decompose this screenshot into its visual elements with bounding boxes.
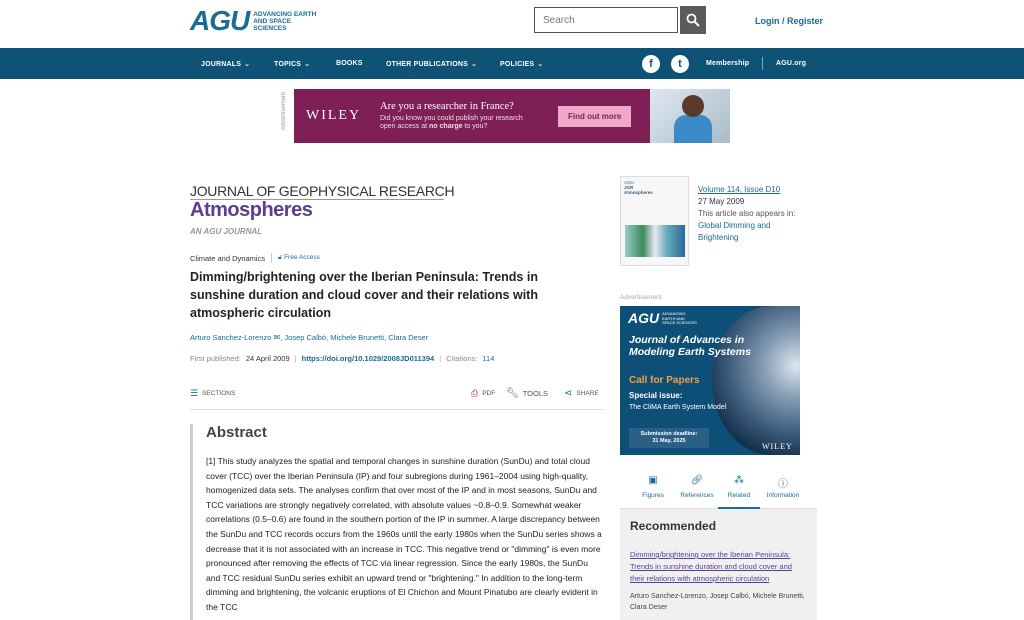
- side-ad-wiley-logo: WILEY: [762, 442, 793, 451]
- journal-title-line2[interactable]: Atmospheres: [190, 199, 313, 221]
- earth-image: [712, 306, 800, 455]
- pdf-icon: ⎙: [471, 388, 479, 398]
- nav-journals-label: JOURNALS: [201, 60, 242, 68]
- wiley-logo: WILEY: [306, 108, 362, 123]
- share-button[interactable]: [564, 388, 599, 399]
- nav-divider: [762, 57, 763, 70]
- nav-topics-label: TOPICS: [274, 60, 302, 68]
- side-ad-agu-tagline: ADVANCING EARTH AND SPACE SCIENCES: [662, 311, 697, 325]
- ad-subtext-post: to you?: [462, 123, 488, 130]
- collection-link[interactable]: Global Dimming and Brightening: [698, 221, 771, 242]
- find-out-more-button[interactable]: Find out more: [558, 106, 631, 127]
- meta-divider: |: [439, 354, 442, 363]
- recommended-article-link[interactable]: Dimming/brightening over the Iberian Peninsula: Trends in sunshine duration and cloud cover and their relations with atmospheric circulation: [630, 550, 792, 583]
- volume-number: 114: [726, 185, 740, 194]
- issue-info: [698, 184, 795, 244]
- tab-information[interactable]: [760, 467, 806, 509]
- author-link[interactable]: Arturo Sanchez-Lorenzo: [190, 333, 272, 342]
- abstract-heading: Abstract: [206, 424, 267, 441]
- journal-subtitle: AN AGU JOURNAL: [190, 227, 263, 236]
- deadline-label: Submission deadline:: [640, 431, 698, 437]
- tab-related-label: Related: [727, 492, 751, 499]
- share-label: SHARE: [576, 390, 599, 397]
- journal-title-line1[interactable]: JOURNAL OF GEOPHYSICAL RESEARCH: [190, 183, 455, 199]
- tools-label: TOOLS: [522, 389, 548, 398]
- ad-headline: Are you a researcher in France?: [380, 100, 514, 112]
- ad-subtext: [380, 115, 556, 132]
- tab-figures-label: Figures: [642, 492, 664, 499]
- journal-cover-thumbnail[interactable]: [620, 176, 689, 266]
- agu-org-link[interactable]: AGU.org: [776, 60, 807, 67]
- search-input[interactable]: [534, 7, 678, 33]
- tab-related[interactable]: [718, 467, 760, 509]
- side-ad-title: Journal of Advances in Modeling Earth Systems: [629, 334, 751, 358]
- agu-tagline: ADVANCING EARTH AND SPACE SCIENCES: [253, 10, 317, 32]
- chevron-down-icon: ⌄: [471, 61, 478, 68]
- free-access-badge: [278, 254, 320, 262]
- volume-label: Volume: [698, 185, 725, 194]
- chevron-down-icon: ⌄: [304, 61, 311, 68]
- article-category-row: [190, 253, 320, 263]
- nav-topics[interactable]: [274, 60, 310, 68]
- article-toolbar: [190, 386, 603, 410]
- author-link[interactable]: Josep Calbó: [284, 333, 327, 342]
- wiley-banner-ad[interactable]: [294, 89, 730, 143]
- article-title: Dimming/brightening over the Iberian Peninsula: Trends in sunshine duration and cloud cover and their relations with atmospheric circulation: [190, 270, 538, 320]
- issue-label: Issue: [744, 185, 764, 194]
- nav-other-publications[interactable]: [386, 60, 477, 68]
- cover-image: [625, 225, 685, 257]
- tab-references-label: References: [680, 492, 714, 499]
- cover-text: [621, 177, 688, 198]
- nav-books-label: BOOKS: [336, 60, 363, 67]
- first-published-label: First published:: [190, 354, 241, 363]
- login-register-link[interactable]: Login / Register: [755, 16, 824, 26]
- recommended-heading: Recommended: [630, 519, 717, 533]
- info-icon: ⓘ: [778, 479, 788, 490]
- recommended-article-authors: Arturo Sanchez-Lorenzo, Josep Calbó, Michele Brunetti, Clara Deser: [630, 593, 805, 611]
- chevron-down-icon: ⌄: [244, 61, 251, 68]
- email-icon[interactable]: ✉︎: [271, 333, 281, 342]
- ad-person-head: [682, 95, 704, 117]
- nav-policies[interactable]: [500, 60, 543, 68]
- link-icon: 🔗︎: [690, 475, 704, 486]
- ad-label: Advertisement: [281, 92, 287, 131]
- volume-link[interactable]: Volume 114, Issue D10: [698, 185, 781, 194]
- cover-agu: AGU: [624, 180, 634, 185]
- also-appears-label: This article also appears in:: [698, 209, 796, 218]
- search-icon: [686, 13, 700, 27]
- list-icon: ☰: [190, 388, 199, 398]
- ad-photo: [650, 89, 730, 143]
- ad-text: [380, 101, 556, 132]
- nav-policies-label: POLICIES: [500, 60, 535, 68]
- membership-link[interactable]: Membership: [706, 60, 750, 67]
- cover-jgr: JGR: [624, 185, 634, 190]
- publication-meta: [190, 354, 494, 363]
- author-link[interactable]: Michele Brunetti: [330, 333, 385, 342]
- nav-books[interactable]: [336, 60, 363, 67]
- issue-number: D10: [765, 185, 781, 194]
- side-ad-special-label: Special issue:: [629, 391, 683, 400]
- ad-subtext-line1: Did you know you could publish your research: [380, 114, 523, 122]
- side-ad-agu-logo: AGU: [628, 310, 660, 326]
- wrench-icon: 🔧︎: [506, 388, 519, 399]
- nav-journals[interactable]: [201, 60, 250, 68]
- tab-figures[interactable]: [630, 467, 676, 509]
- author-list: Arturo Sanchez-Lorenzo ✉︎, Josep Calbó, Michele Brunetti, Clara Deser: [190, 333, 429, 342]
- ad-subtext-pre: open access at: [380, 123, 430, 130]
- figures-icon: ▣: [648, 475, 658, 486]
- pdf-button[interactable]: [471, 388, 495, 399]
- tools-button[interactable]: [506, 388, 548, 399]
- article-side-tabs: [620, 467, 817, 509]
- site-header: [0, 0, 1024, 48]
- unlock-icon: 🔓︎: [278, 254, 283, 261]
- share-icon: ⋖: [564, 388, 573, 399]
- chevron-down-icon: ⌄: [537, 61, 544, 68]
- author-link[interactable]: Clara Deser: [388, 333, 429, 342]
- tab-information-label: Information: [766, 492, 800, 499]
- citations-link[interactable]: 114: [482, 354, 495, 363]
- ad-subtext-bold: no charge: [429, 123, 463, 130]
- facebook-icon[interactable]: f: [642, 55, 660, 73]
- search-button[interactable]: [680, 6, 706, 34]
- nav-other-publications-label: OTHER PUBLICATIONS: [386, 60, 469, 68]
- first-published-date: 24 April 2009: [245, 354, 290, 363]
- meta-divider: |: [294, 354, 297, 363]
- tab-references[interactable]: [674, 467, 720, 509]
- citations-label: Citations:: [446, 354, 478, 363]
- article-category: Climate and Dynamics: [190, 253, 266, 263]
- abstract-text: [1] This study analyzes the spatial and temporal changes in sunshine duration (SunDu) and total cloud cover (TCC) over the Iberian Peninsula (IP) and four subregions during 1961–2004 using high-quality, homogenized data sets. The analyses confirm that over most of the IP and in most seasons, SunDu and TCC variations are strongly negatively correlated, with absolute values ~0.8–0.9. Somewhat weaker correlations (0.5–0.6) are found in the southern portion of the IP in summer. A large discrepancy between the SunDu and TCC records occurs from the 1960s until the early 1980s when the SunDu series shows a decrease that it is not associated with an increase in TCC. This negative trend or "dimming" is even more pronounced after removing the effects of TCC via linear regression. Since the early 1980s, the SunDu and TCC residual SunDu series exhibit an upward trend or "brightening." In addition to the long-term dimming and brightening, the volcanic eruptions of El Chichon and Mount Pinatubo are clearly evident in the TCC: [206, 456, 602, 612]
- sections-label: SECTIONS: [202, 390, 236, 397]
- category-divider: [271, 253, 272, 263]
- issue-date: 27 May 2009: [698, 197, 745, 206]
- sections-button[interactable]: [190, 388, 235, 399]
- side-ad-special-name: The CliMA Earth System Model: [629, 404, 727, 411]
- side-ad-call: Call for Papers: [629, 375, 700, 386]
- agu-logo[interactable]: [190, 6, 323, 36]
- twitter-icon[interactable]: t: [671, 55, 689, 73]
- related-icon: ⁂: [734, 475, 744, 486]
- agu-logo-text: AGU: [190, 5, 250, 36]
- pdf-label: PDF: [482, 390, 496, 397]
- abstract-section: [190, 424, 603, 620]
- side-ad-label: Advertisement: [620, 294, 662, 301]
- side-ad-deadline: [629, 428, 709, 448]
- james-side-ad[interactable]: [620, 306, 800, 455]
- deadline-date: 31 May, 2025: [652, 438, 686, 444]
- doi-link[interactable]: https://doi.org/10.1029/2008JD011394: [301, 354, 435, 363]
- cover-atmospheres: Atmospheres: [624, 190, 653, 195]
- free-access-label: Free Access: [284, 254, 320, 261]
- main-nav: [0, 48, 1024, 79]
- ad-person-body: [674, 115, 712, 143]
- recommended-panel: [620, 509, 817, 620]
